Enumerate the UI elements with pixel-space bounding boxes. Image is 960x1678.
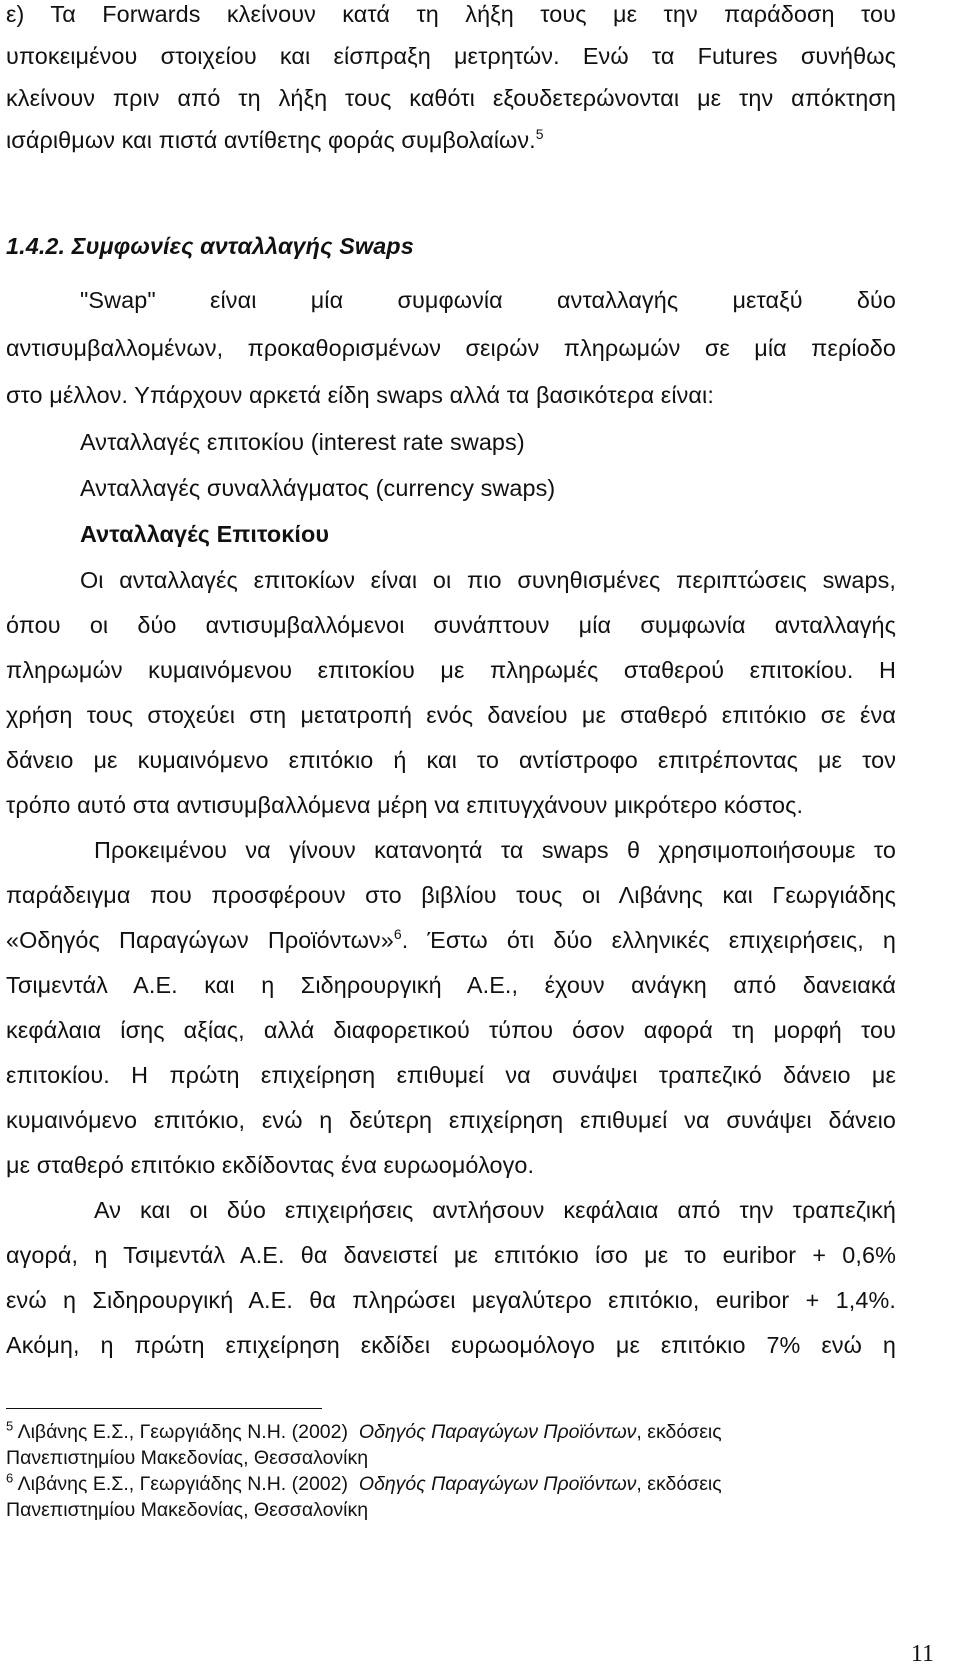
example-line-5: κεφάλαια ίσης αξίας, αλλά διαφορετικού τύπου όσον αφορά τη μορφή του — [6, 1017, 896, 1043]
footnote-6-authors: Λιβάνης Ε.Σ., Γεωργιάδης Ν.Η. (2002) — [17, 1473, 348, 1495]
footnote-6-place: Πανεπιστημίου Μακεδονίας, Θεσσαλονίκη — [6, 1499, 369, 1521]
footnote-5-authors: Λιβάνης Ε.Σ., Γεωργιάδης Ν.Η. (2002) — [17, 1421, 348, 1443]
loan-line-3: ενώ η Σιδηρουργική Α.Ε. θα πληρώσει μεγαλύτερο επιτόκιο, euribor + 1,4%. — [6, 1287, 896, 1313]
swap-type-interest: Ανταλλαγές επιτοκίου (interest rate swaps) — [80, 429, 525, 455]
interest-line-3: πληρωμών κυμαινόμενου επιτοκίου με πληρωμές σταθερού επιτοκίου. Η — [6, 657, 896, 683]
interest-line-4: χρήση τους στοχεύει στη μετατροπή ενός δανείου με σταθερό επιτόκιο σε ένα — [6, 702, 896, 728]
example-line-2: παράδειγμα που προσφέρουν στο βιβλίου τους οι Λιβάνης και Γεωργιάδης — [6, 882, 896, 908]
example-line-3 — [6, 926, 896, 954]
footnote-5-title: Οδηγός Παραγώγων Προϊόντων — [358, 1421, 637, 1443]
book-title-ref: «Οδηγός Παραγώγων Προϊόντων» — [6, 927, 394, 953]
example-line-4: Τσιμεντάλ Α.Ε. και η Σιδηρουργική Α.Ε., έχουν ανάγκη από δανειακά — [6, 972, 896, 998]
intro-line-2: υποκειμένου στοιχείου και είσπραξη μετρητών. Ενώ τα Futures συνήθως — [6, 43, 896, 69]
subheading-interest: Ανταλλαγές Επιτοκίου — [80, 521, 330, 547]
interest-line-1: Οι ανταλλαγές επιτοκίων είναι οι πιο συνηθισμένες περιπτώσεις swaps, — [80, 567, 896, 593]
loan-line-2: αγορά, η Τσιμεντάλ Α.Ε. θα δανειστεί με επιτόκιο ίσο με το euribor + 0,6% — [6, 1242, 896, 1268]
swap-def-line-1: "Swap" είναι μία συμφωνία ανταλλαγής μεταξύ δύο — [80, 287, 896, 313]
footnote-5-place: Πανεπιστημίου Μακεδονίας, Θεσσαλονίκη — [6, 1447, 369, 1469]
intro-line-4 — [6, 126, 896, 154]
example-line-1: Προκειμένου να γίνουν κατανοητά τα swaps θ χρησιμοποιήσουμε το — [94, 837, 896, 863]
footnote-divider — [6, 1408, 322, 1409]
example-line-8: με σταθερό επιτόκιο εκδίδοντας ένα ευρωομόλογο. — [6, 1152, 535, 1178]
footnote-5-publisher: , εκδόσεις — [636, 1421, 722, 1443]
interest-line-2: όπου οι δύο αντισυμβαλλόμενοι συνάπτουν μία συμφωνία ανταλλαγής — [6, 612, 896, 638]
swap-type-currency: Ανταλλαγές συναλλάγματος (currency swaps) — [80, 475, 556, 501]
example-line-6: επιτοκίου. Η πρώτη επιχείρηση επιθυμεί να συνάψει τραπεζικό δάνειο με — [6, 1062, 896, 1088]
loan-line-1: Αν και οι δύο επιχειρήσεις αντλήσουν κεφάλαια από την τραπεζική — [94, 1197, 896, 1223]
swap-def-line-3: στο μέλλον. Υπάρχουν αρκετά είδη swaps αλλά τα βασικότερα είναι: — [6, 382, 714, 408]
footnote-6-number: 6 — [6, 1470, 14, 1486]
footnote-6-publisher: , εκδόσεις — [636, 1473, 722, 1495]
intro-line-3: κλείνουν πριν από τη λήξη τους καθότι εξουδετερώνονται με την απόκτηση — [6, 85, 896, 111]
section-heading: 1.4.2. Συμφωνίες ανταλλαγής Swaps — [6, 233, 414, 259]
footnote-6-title: Οδηγός Παραγώγων Προϊόντων — [358, 1473, 637, 1495]
intro-line-1: ε) Τα Forwards κλείνουν κατά τη λήξη τους με την παράδοση του — [6, 1, 896, 27]
footnote-5-number: 5 — [6, 1418, 14, 1434]
footnote-ref-6[interactable]: 6 — [393, 926, 402, 943]
intro-last-text: ισάριθμων και πιστά αντίθετης φοράς συμβολαίων. — [6, 127, 536, 153]
example-line-7: κυμαινόμενο επιτόκιο, ενώ η δεύτερη επιχείρηση επιθυμεί να συνάψει δάνειο — [6, 1107, 896, 1133]
interest-line-5: δάνειο με κυμαινόμενο επιτόκιο ή και το αντίστροφο επιτρέποντας με τον — [6, 747, 896, 773]
loan-line-4: Ακόμη, η πρώτη επιχείρηση εκδίδει ευρωομόλογο με επιτόκιο 7% ενώ η — [6, 1332, 896, 1358]
footnote-6 — [6, 1472, 896, 1496]
footnote-ref-5[interactable]: 5 — [535, 126, 544, 143]
interest-line-6: τρόπο αυτό στα αντισυμβαλλόμενα μέρη να επιτυγχάνουν μικρότερο κόστος. — [6, 792, 804, 818]
swap-def-line-2: αντισυμβαλλομένων, προκαθορισμένων σειρών πληρωμών σε μία περίοδο — [6, 335, 896, 361]
example-line-3-end: . Έστω ότι δύο ελληνικές επιχειρήσεις, η — [401, 927, 897, 953]
page-number: 11 — [910, 1641, 934, 1667]
footnote-5 — [6, 1420, 896, 1444]
